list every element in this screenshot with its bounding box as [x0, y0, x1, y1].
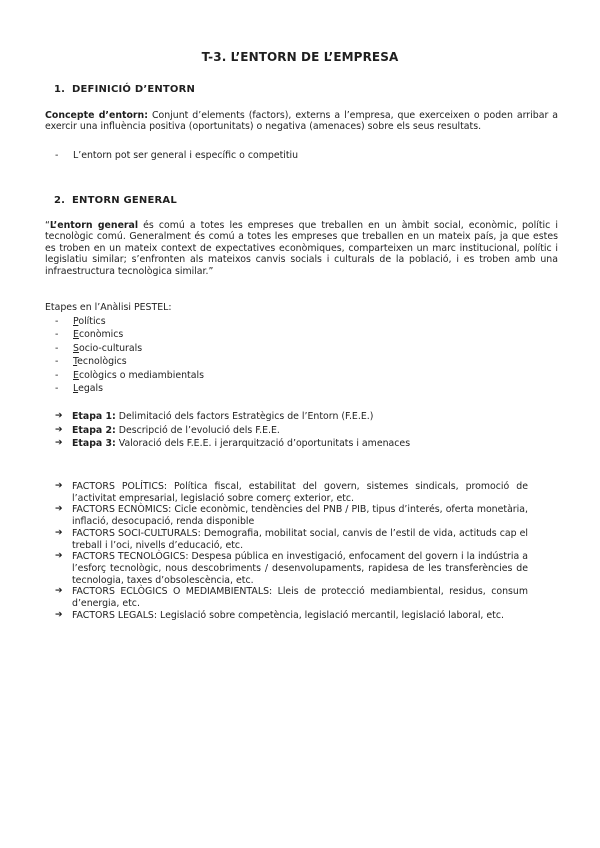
arrow-icon: ➔	[55, 411, 63, 421]
section-1-heading	[54, 84, 195, 95]
list-item: - L’entorn pot ser general i específic o competitiu	[55, 149, 298, 162]
stage-2: ➔ Etapa 2: Descripció de l’evolució dels F.E.E.	[55, 424, 280, 436]
factors-list	[55, 481, 528, 621]
pestel-list	[55, 315, 204, 395]
factor-technological: ➔ FACTORS TECNOLÒGICS: Despesa pública en investigació, enfocament del govern i la indústria a l’esforç tecnològic, nous descobriments / desenvolupaments, rapidesa de les transferències de tecnologia, taxes d’obsolescència, etc.	[55, 551, 528, 586]
arrow-icon: ➔	[55, 504, 63, 515]
factor-legal: ➔ FACTORS LEGALS: Legislació sobre competència, legislació mercantil, legislació laboral, etc.	[55, 609, 504, 621]
section-number: 1.	[54, 84, 66, 95]
stage-1: ➔ Etapa 1: Delimitació dels factors Estratègics de l’Entorn (F.E.E.)	[55, 411, 374, 422]
arrow-icon: ➔	[55, 609, 63, 620]
section-title: DEFINICIÓ D’ENTORN	[72, 84, 196, 95]
section-number: 2.	[54, 195, 66, 206]
pestel-item-economic: - Econòmics	[55, 328, 204, 341]
concept-label: Concepte d’entorn:	[45, 110, 148, 121]
pestel-item-social: - Socio-culturals	[55, 342, 204, 355]
factor-political: ➔ FACTORS POLÍTICS: Política fiscal, estabilitat del govern, sistemes sindicals, promoció de l’activitat empresarial, legislació sobre comerç exterior, etc.	[55, 481, 528, 504]
arrow-icon: ➔	[55, 481, 63, 491]
arrow-icon: ➔	[55, 551, 63, 562]
arrow-icon: ➔	[55, 424, 63, 435]
section-title: ENTORN GENERAL	[72, 195, 177, 206]
pestel-intro: Etapes en l’Anàlisi PESTEL:	[45, 302, 172, 313]
stage-3: ➔ Etapa 3: Valoració dels F.E.E. i jerarquització d’oportunitats i amenaces	[55, 438, 411, 450]
pestel-item-ecological: - Ecològics o mediambientals	[55, 369, 204, 382]
quote-open: “	[45, 220, 50, 231]
section-1-bullets	[55, 149, 298, 162]
concept-text: Conjunt d’elements (factors), externs a l’empresa, que exerceixen o poden arribar a exercir una influència positiva (oportunitats) o negativa (amenaces) sobre els seus resultats.	[45, 110, 558, 133]
stages-list	[55, 410, 528, 451]
factor-economic: ➔ FACTORS ECNÒMICS: Cicle econòmic, tendències del PNB / PIB, tipus d’interés, oferta monetària, inflació, desocupació, renda disponible	[55, 504, 528, 528]
pestel-item-legal: - Legals	[55, 382, 204, 395]
pestel-item-technological: - Tecnològics	[55, 355, 204, 368]
page-title: T-3. L’ENTORN DE L’EMPRESA	[201, 50, 399, 64]
arrow-icon: ➔	[55, 527, 63, 538]
quote-paragraph	[45, 220, 558, 277]
factor-ecological: ➔ FACTORS ECLÒGICS O MEDIAMBIENTALS: Lleis de protecció mediambiental, residus, consum d’energia, etc.	[55, 586, 529, 610]
pestel-item-politics: - Polítics	[55, 315, 204, 328]
quote-text: és comú a totes les empreses que treballen en un àmbit social, econòmic, polític i tecnològic comú. Generalment és comú a totes les empreses que treballen en un mateix país, ja que estes es troben en un mateix context de expectatives econòmiques, comparteixen un marc institucional, polític i legislatiu similar; s’enfronten als mateixos canvis socials i culturals de la població, i es troben amb una infraestructura tecnològica similar.”	[45, 220, 558, 277]
section-2-heading	[54, 195, 177, 206]
factor-socio-cultural: ➔ FACTORS SOCI-CULTURALS: Demografia, mobilitat social, canvis de l’estil de vida, actituds cap el treball i l’oci, nivells d’educació, etc.	[55, 527, 528, 551]
concept-paragraph	[45, 110, 558, 133]
arrow-icon: ➔	[55, 438, 63, 449]
quote-bold: L’entorn general	[49, 220, 139, 231]
arrow-icon: ➔	[55, 586, 63, 597]
